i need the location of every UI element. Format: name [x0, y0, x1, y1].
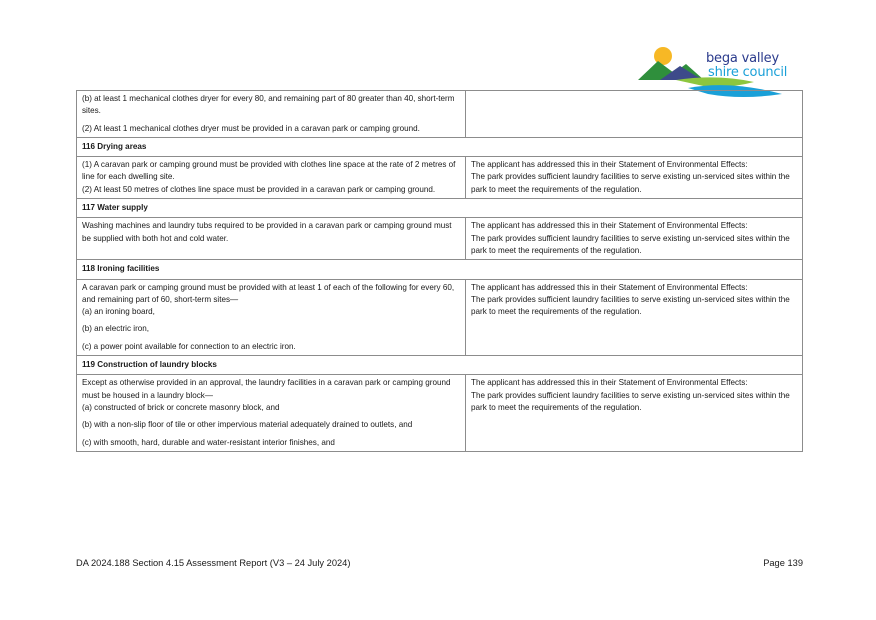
requirement-text: (a) constructed of brick or concrete masonry block, and: [82, 402, 280, 412]
table-row: [77, 279, 803, 355]
requirement-text: (2) At least 50 metres of clothes line space must be provided in a caravan park or camping ground.: [82, 184, 436, 194]
table-row: [77, 375, 803, 451]
section-heading-row: [77, 199, 803, 218]
assessment-cell: [466, 91, 803, 138]
assessment-cell: [466, 375, 803, 451]
requirement-text: (2) At least 1 mechanical clothes dryer must be provided in a caravan park or camping ground.: [82, 123, 420, 133]
requirement-text: (b) with a non-slip floor of tile or other impervious material adequately drained to outlets, and: [82, 420, 413, 430]
assessment-text: The applicant has addressed this in their Statement of Environmental Effects:: [471, 282, 748, 292]
requirement-cell: [77, 375, 466, 451]
requirement-cell: [77, 218, 466, 260]
section-heading-row: [77, 260, 803, 279]
section-heading: 116 Drying areas: [77, 137, 803, 156]
assessment-cell: [466, 279, 803, 355]
section-heading: 117 Water supply: [77, 199, 803, 218]
table-row: [77, 157, 803, 199]
assessment-table: [76, 90, 803, 452]
requirement-text: Washing machines and laundry tubs required to be provided in a caravan park or camping ground must be supplied with both hot and cold water.: [82, 221, 452, 243]
logo-line2: shire council: [708, 65, 788, 80]
table-row: [77, 91, 803, 138]
section-heading-row: [77, 356, 803, 375]
requirement-cell: [77, 91, 466, 138]
section-heading-row: [77, 137, 803, 156]
section-heading: 118 Ironing facilities: [77, 260, 803, 279]
assessment-cell: [466, 218, 803, 260]
footer-page-number: Page 139: [763, 558, 803, 568]
footer-report-title: DA 2024.188 Section 4.15 Assessment Report (V3 – 24 July 2024): [76, 558, 351, 568]
requirement-cell: [77, 279, 466, 355]
requirement-text: (b) an electric iron,: [82, 324, 150, 334]
assessment-cell: [466, 157, 803, 199]
requirement-text: (c) a power point available for connection to an electric iron.: [82, 341, 296, 351]
assessment-text: The applicant has addressed this in their Statement of Environmental Effects:: [471, 378, 748, 388]
requirement-text: (c) with smooth, hard, durable and water-resistant interior finishes, and: [82, 437, 335, 447]
requirement-text: Except as otherwise provided in an approval, the laundry facilities in a caravan park or camping ground must be housed in a laundry block—: [82, 378, 451, 400]
assessment-text: The applicant has addressed this in their Statement of Environmental Effects:: [471, 160, 748, 170]
requirement-cell: [77, 157, 466, 199]
requirement-text: (b) at least 1 mechanical clothes dryer for every 80, and remaining part of 80 greater than 40, short-term sites.: [82, 94, 455, 116]
requirement-text: (a) an ironing board,: [82, 307, 155, 317]
section-heading: 119 Construction of laundry blocks: [77, 356, 803, 375]
table-row: [77, 218, 803, 260]
requirement-text: A caravan park or camping ground must be provided with at least 1 of each of the following for every 60, and remaining part of 60, short-term sites—: [82, 282, 455, 304]
logo-line1: bega valley: [706, 51, 779, 66]
assessment-text: The park provides sufficient laundry facilities to serve existing un-serviced sites within the park to meet the requirements of the regulation.: [471, 294, 790, 317]
assessment-text: The applicant has addressed this in their Statement of Environmental Effects:: [471, 221, 748, 231]
assessment-text: The park provides sufficient laundry facilities to serve existing un-serviced sites within the park to meet the requirements of the regulation.: [471, 233, 790, 255]
assessment-text: The park provides sufficient laundry facilities to serve existing un-serviced sites within the park to meet the requirements of the regulation.: [471, 172, 790, 194]
requirement-text: (1) A caravan park or camping ground must be provided with clothes line space at the rate of 2 metres of line for each dwelling site.: [82, 160, 456, 182]
assessment-text: The park provides sufficient laundry facilities to serve existing un-serviced sites within the park to meet the requirements of the regulation.: [471, 390, 790, 412]
